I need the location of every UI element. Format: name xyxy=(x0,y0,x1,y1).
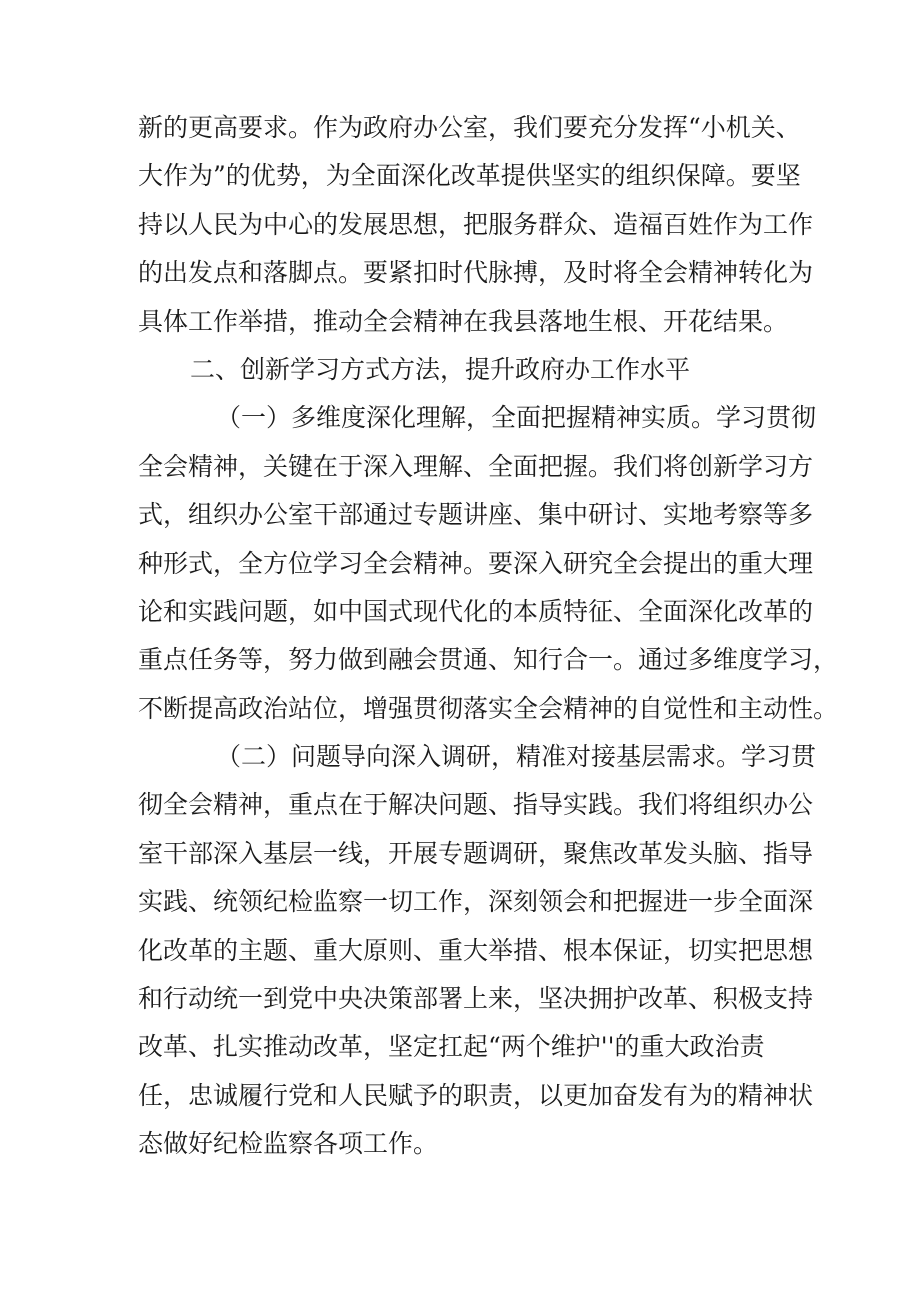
text-line: 重点任务等，努力做到融会贯通、知行合一。通过多维度学习， xyxy=(138,645,839,675)
text-line: 持以人民为中心的发展思想，把服务群众、造福百姓作为工作 xyxy=(138,209,814,239)
text-line: 改革、扎实推动改革，坚定扛起“两个维护''的重大政治责 xyxy=(138,1032,765,1062)
text-line: 彻全会精神，重点在于解决问题、指导实践。我们将组织办公 xyxy=(138,790,814,820)
document-page xyxy=(138,104,839,1169)
text-line: 实践、统领纪检监察一切工作，深刻领会和把握进一步全面深 xyxy=(138,887,814,917)
text-line: 大作为”的优势，为全面深化改革提供坚实的组织保障。要坚 xyxy=(138,161,801,191)
text-line: 室干部深入基层一线，开展专题调研，聚焦改革发头脑、指导 xyxy=(138,838,814,868)
text-line: 具体工作举措，推动全会精神在我县落地生根、开花结果。 xyxy=(138,306,789,336)
text-line: 种形式，全方位学习全会精神。要深入研究全会提出的重大理 xyxy=(138,548,814,578)
text-line: 和行动统一到党中央决策部署上来，坚决拥护改革、积极支持 xyxy=(138,984,814,1014)
text-line: 的出发点和落脚点。要紧扣时代脉搏，及时将全会精神转化为 xyxy=(138,258,814,288)
text-line: 不断提高政治站位，增强贯彻落实全会精神的自觉性和主动性。 xyxy=(138,693,839,723)
text-line: 论和实践问题，如中国式现代化的本质特征、全面深化改革的 xyxy=(138,596,814,626)
text-line: 任，忠诚履行党和人民赋予的职责，以更加奋发有为的精神状 xyxy=(138,1080,814,1110)
text-line: 全会精神，关键在于深入理解、全面把握。我们将创新学习方 xyxy=(138,451,814,481)
section-heading: 二、创新学习方式方法，提升政府办工作水平 xyxy=(190,354,691,384)
text-line: 新的更高要求。作为政府办公室，我们要充分发挥“小机关、 xyxy=(138,113,801,142)
subsection-heading-line: （一）多维度深化理解，全面把握精神实质。学习贯彻 xyxy=(216,403,817,433)
subsection-heading-line: （二）问题导向深入调研，精准对接基层需求。学习贯 xyxy=(216,742,817,772)
text-line: 式，组织办公室干部通过专题讲座、集中研讨、实地考察等多 xyxy=(138,500,814,530)
text-line: 态做好纪检监察各项工作。 xyxy=(138,1129,439,1159)
text-line: 化改革的主题、重大原则、重大举措、根本保证，切实把思想 xyxy=(138,935,814,965)
